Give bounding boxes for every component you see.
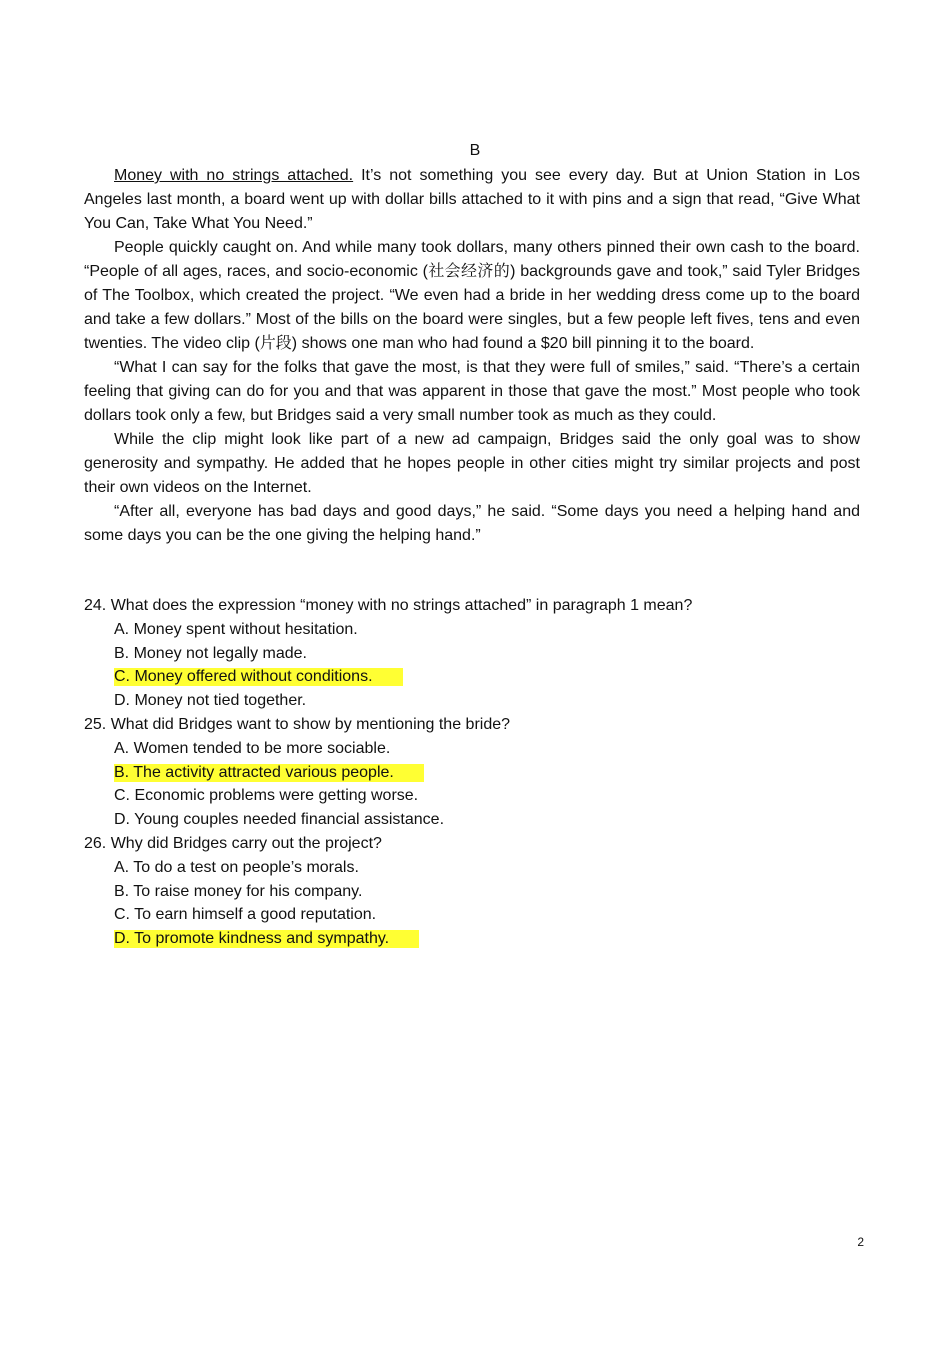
option-c bbox=[114, 665, 864, 689]
section-label: B bbox=[469, 142, 481, 159]
question-stem: 25. What did Bridges want to show by mentioning the bride? bbox=[84, 715, 511, 733]
question-stem: 24. What does the expression “money with no strings attached” in paragraph 1 mean? bbox=[84, 597, 693, 614]
reading-passage bbox=[84, 164, 860, 548]
question-list bbox=[84, 594, 864, 951]
paragraph-4: While the clip might look like part of a new ad campaign, Bridges said the only goal was to show generosity and sympathy. He added that he hopes people in other cities might try similar projects and post their own videos on the Internet. bbox=[84, 431, 860, 496]
paragraph-2: People quickly caught on. And while many took dollars, many others pinned their own cash to the board. “People of all ages, races, and socio-economic (社会经济的) backgrounds gave and took,” said Tyler Bridges of The Toolbox, which created the project. “We even had a bride in her wedding dress come up to the board and take a few dollars.” Most of the bills on the board were singles, but a few people left fives, tens and even twenties. The video clip (片段) shows one man who had found a $20 bill pinning it to the board. bbox=[84, 239, 860, 352]
option-c: C. Economic problems were getting worse. bbox=[114, 787, 419, 805]
question-26 bbox=[84, 832, 864, 951]
highlighted-answer: D. To promote kindness and sympathy. bbox=[114, 930, 419, 948]
option-d: D. Money not tied together. bbox=[114, 692, 307, 710]
paragraph-1-text: It’s not something you see every day. But at Union Station in Los Angeles last month, a board went up with dollar bills attached to it with pins and a sign that read, “Give What You Can, Take What You Need.” bbox=[84, 167, 860, 232]
option-a: A. Money spent without hesitation. bbox=[114, 620, 358, 638]
question-25 bbox=[84, 713, 864, 832]
option-b: B. To raise money for his company. bbox=[114, 882, 363, 900]
option-c: C. To earn himself a good reputation. bbox=[114, 906, 377, 924]
option-b: B. Money not legally made. bbox=[114, 644, 307, 662]
question-stem: 26. Why did Bridges carry out the project? bbox=[84, 834, 382, 852]
paragraph-5: “After all, everyone has bad days and good days,” he said. “Some days you need a helping hand and some days you can be the one giving the helping hand.” bbox=[84, 503, 860, 544]
highlighted-answer: B. The activity attracted various people. bbox=[114, 764, 424, 782]
option-d: D. Young couples needed financial assistance. bbox=[114, 811, 445, 829]
question-24 bbox=[84, 594, 864, 713]
option-a: A. Women tended to be more sociable. bbox=[114, 739, 391, 757]
paragraph-3: “What I can say for the folks that gave the most, is that they were full of smiles,” said. “There’s a certain feeling that giving can do for you and that was apparent in those that gave the most.” Most people who took dollars took only a few, but Bridges said a very small number took as much as they could. bbox=[84, 359, 860, 424]
option-a: A. To do a test on people’s morals. bbox=[114, 858, 359, 876]
option-d bbox=[114, 927, 864, 951]
underlined-phrase: Money with no strings attached. bbox=[114, 167, 354, 184]
page-number: 2 bbox=[857, 1235, 864, 1249]
paragraph-1 bbox=[84, 164, 860, 236]
highlighted-answer: C. Money offered without conditions. bbox=[114, 668, 403, 686]
option-b bbox=[114, 761, 864, 785]
